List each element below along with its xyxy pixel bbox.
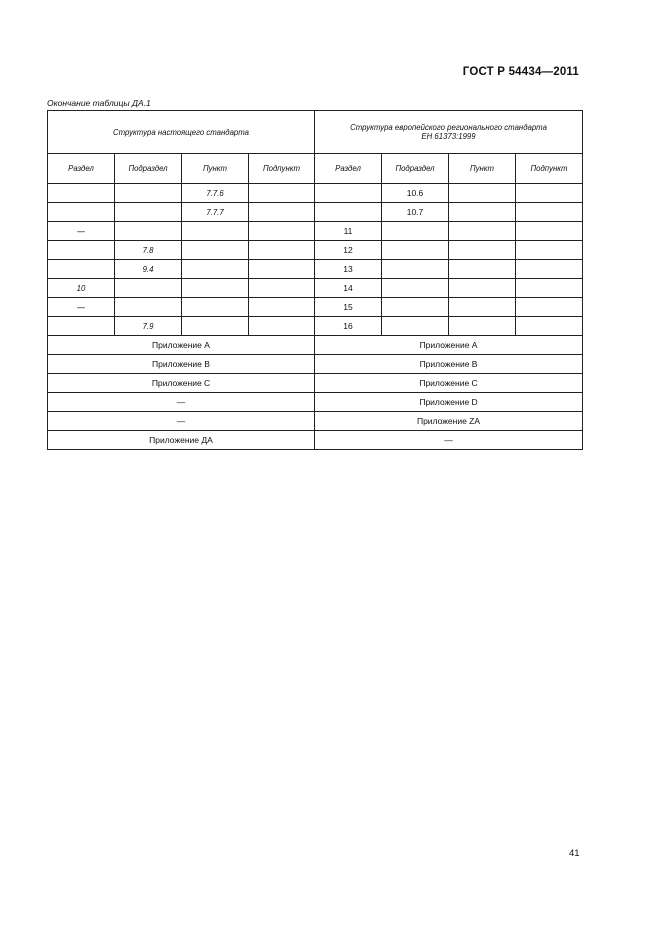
table-cell	[249, 222, 315, 241]
table-row	[48, 222, 583, 241]
table-cell	[115, 298, 182, 317]
table-cell	[182, 317, 249, 336]
table-cell	[449, 241, 516, 260]
table-cell	[449, 279, 516, 298]
table-cell	[382, 241, 449, 260]
table-cell	[48, 260, 115, 279]
column-header: Пункт	[449, 154, 516, 184]
table-cell	[382, 279, 449, 298]
column-header: Раздел	[48, 154, 115, 184]
table-cell	[449, 184, 516, 203]
table-row	[48, 260, 583, 279]
appendix-row	[48, 393, 583, 412]
table-cell: 11	[315, 222, 382, 241]
appendix-european: Приложение ZA	[315, 412, 583, 431]
column-header: Подпункт	[249, 154, 315, 184]
table-cell	[115, 203, 182, 222]
table-row	[48, 184, 583, 203]
table-cell	[115, 184, 182, 203]
table-row	[48, 279, 583, 298]
column-header: Раздел	[315, 154, 382, 184]
table-cell	[249, 203, 315, 222]
table-cell	[516, 298, 583, 317]
table-row	[48, 203, 583, 222]
appendix-european: Приложение А	[315, 336, 583, 355]
document-id: ГОСТ Р 54434—2011	[462, 66, 579, 78]
table-cell	[516, 203, 583, 222]
table-cell	[449, 260, 516, 279]
table-cell	[182, 260, 249, 279]
column-header: Подраздел	[115, 154, 182, 184]
table-cell	[115, 222, 182, 241]
appendix-current: Приложение ДА	[48, 431, 315, 450]
group-header-european-standard	[315, 111, 583, 154]
table-cell: 10	[48, 279, 115, 298]
table-cell	[48, 203, 115, 222]
column-header: Пункт	[182, 154, 249, 184]
table-cell	[249, 317, 315, 336]
table-cell	[249, 298, 315, 317]
table-cell	[48, 317, 115, 336]
table-cell	[516, 184, 583, 203]
table-cell	[382, 298, 449, 317]
group-header-current-standard: Структура настоящего стандарта	[48, 111, 315, 154]
table-cell	[449, 298, 516, 317]
table-cell: 16	[315, 317, 382, 336]
appendix-row	[48, 336, 583, 355]
table-cell	[182, 222, 249, 241]
table-cell	[249, 279, 315, 298]
correspondence-table	[47, 110, 583, 450]
table-cell	[48, 184, 115, 203]
table-row	[48, 317, 583, 336]
table-cell: 14	[315, 279, 382, 298]
appendix-european: Приложение D	[315, 393, 583, 412]
appendix-european: —	[315, 431, 583, 450]
group-header-european-line1: Структура европейского регионального стандарта	[350, 123, 547, 132]
table-cell	[516, 260, 583, 279]
table-cell	[249, 260, 315, 279]
table-cell	[315, 184, 382, 203]
table-cell: 15	[315, 298, 382, 317]
column-header: Подраздел	[382, 154, 449, 184]
appendix-row	[48, 431, 583, 450]
page-number: 41	[569, 848, 580, 859]
table-cell	[249, 241, 315, 260]
table-cell	[516, 241, 583, 260]
appendix-row	[48, 374, 583, 393]
table-body	[48, 184, 583, 336]
appendix-current: —	[48, 412, 315, 431]
table-cell	[182, 241, 249, 260]
table-cell: 12	[315, 241, 382, 260]
appendix-european: Приложение С	[315, 374, 583, 393]
table-cell	[315, 203, 382, 222]
table-cell: 7.7.6	[182, 184, 249, 203]
column-header: Подпункт	[516, 154, 583, 184]
table-cell	[516, 317, 583, 336]
table-row	[48, 298, 583, 317]
table-cell: 7.7.7	[182, 203, 249, 222]
table-row	[48, 241, 583, 260]
group-header-european-line2: ЕН 61373:1999	[421, 132, 476, 141]
table-caption: Окончание таблицы ДА.1	[47, 98, 151, 108]
table-cell	[249, 184, 315, 203]
table-cell: 10.7	[382, 203, 449, 222]
table-cell: 9.4	[115, 260, 182, 279]
table-cell	[182, 279, 249, 298]
table-cell	[516, 222, 583, 241]
table-cell	[382, 222, 449, 241]
appendix-row	[48, 355, 583, 374]
appendix-current: Приложение В	[48, 355, 315, 374]
appendix-current: —	[48, 393, 315, 412]
table-cell: —	[48, 222, 115, 241]
appendix-row	[48, 412, 583, 431]
table-cell	[48, 241, 115, 260]
table-cell: 13	[315, 260, 382, 279]
table-cell	[449, 222, 516, 241]
appendix-current: Приложение С	[48, 374, 315, 393]
table-cell	[382, 317, 449, 336]
table-cell	[182, 298, 249, 317]
table-cell: 7.8	[115, 241, 182, 260]
table-cell: 10.6	[382, 184, 449, 203]
table-cell	[115, 279, 182, 298]
table-cell: 7.9	[115, 317, 182, 336]
table-cell	[449, 203, 516, 222]
appendix-body	[48, 336, 583, 450]
appendix-european: Приложение В	[315, 355, 583, 374]
appendix-current: Приложение А	[48, 336, 315, 355]
table-cell: —	[48, 298, 115, 317]
table-cell	[449, 317, 516, 336]
table-cell	[382, 260, 449, 279]
table-cell	[516, 279, 583, 298]
